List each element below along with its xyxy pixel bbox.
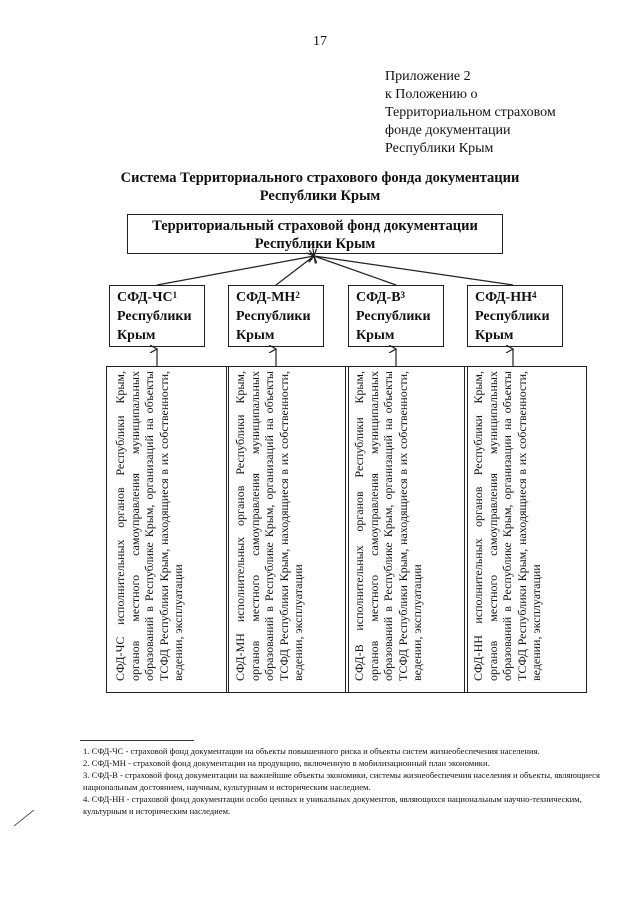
appendix-line: к Положению о xyxy=(385,87,478,102)
title-line-2: Республики Крым xyxy=(259,188,381,204)
sfd-nn-box xyxy=(467,285,563,347)
main-box-line-1: Территориальный страховой фонд документации xyxy=(152,218,478,234)
sfd-v-box xyxy=(348,285,444,347)
appendix-line: Территориальном страховом xyxy=(385,105,556,120)
description-text: СФД-ЧС исполнительных органов Республики Крым, органов местного самоуправления муниципальных образований в Республике Крым, организаций на объекты ТСФД Республики Крым, находящиеся в их собственности, ведении, эксплуатации xyxy=(113,371,185,681)
sfd-region: Крым xyxy=(356,328,395,343)
arrow-to-main-3 xyxy=(314,256,396,285)
description-box-v xyxy=(345,366,468,693)
appendix-line: фонде документации xyxy=(385,123,511,138)
sfd-region: Крым xyxy=(475,328,514,343)
appendix-line: Приложение 2 xyxy=(385,69,471,84)
arrow-to-main-1 xyxy=(157,256,314,285)
sfd-abbr: СФД-НН xyxy=(475,290,532,305)
main-box-line-2: Республики Крым xyxy=(254,236,376,252)
description-text: СФД-НН исполнительных органов Республики Крым, органов местного самоуправления муниципальных образований в Республике Крым, организации на объекты ТСФД Республики Крым, находящиеся в их собственности, ведении, эксплуатации xyxy=(471,371,543,681)
sfd-region: Республики xyxy=(475,309,550,324)
arrow-to-main-4 xyxy=(314,256,513,285)
footnote-marker: 4 xyxy=(531,290,537,300)
title-line-1: Система Территориального страхового фонда документации xyxy=(120,170,520,186)
sfd-region: Крым xyxy=(236,328,275,343)
sfd-chs-box xyxy=(109,285,205,347)
sfd-region: Крым xyxy=(117,328,156,343)
footnote-marker: 1 xyxy=(172,290,178,300)
description-text: СФД-МН исполнительных органов Республики Крым, органов местного самоуправления муниципальных образований в Республике Крым, организаций на объекты ТСФД Республики Крым, находящиеся в их собственности, ведении, эксплуатации xyxy=(233,371,305,681)
footnote-1: 1. СФД-ЧС - страховой фонд документации на объекты повышенного риска и объекты систем жизнеобеспечения населения. xyxy=(83,746,540,756)
description-text: СФД-В исполнительных органов Республики Крым, органов местного самоуправления муниципальных образований в Республике Крым, организаций на объекты ТСФД Республики Крым, находящиеся в их собственности, ведении, эксплуатации xyxy=(352,371,424,681)
description-box-mn xyxy=(226,366,349,693)
footnotes xyxy=(83,745,603,817)
footnote-2: 2. СФД-МН - страховой фонд документации на продукцию, включенную в мобилизационный план экономики. xyxy=(83,758,490,768)
pen-stroke xyxy=(14,810,34,826)
sfd-abbr: СФД-МН xyxy=(236,290,296,305)
sfd-region: Республики xyxy=(356,309,431,324)
sfd-region: Республики xyxy=(117,309,192,324)
sfd-abbr: СФД-В xyxy=(356,290,401,305)
appendix-line: Республики Крым xyxy=(385,141,494,156)
description-box-chs xyxy=(106,366,229,693)
sfd-mn-box xyxy=(228,285,324,347)
page-number: 17 xyxy=(313,34,327,49)
sfd-abbr: СФД-ЧС xyxy=(117,290,173,305)
footnote-marker: 2 xyxy=(295,290,300,300)
arrow-to-main-2 xyxy=(276,256,314,285)
sfd-region: Республики xyxy=(236,309,311,324)
description-box-nn xyxy=(464,366,587,693)
footnote-4: 4. СФД-НН - страховой фонд документации особо ценных и уникальных документов, являющихся национальным научно-техническим, культурным и историческим наследием. xyxy=(83,794,582,816)
footnote-separator xyxy=(80,740,194,741)
footnote-marker: 3 xyxy=(400,290,406,300)
footnote-3: 3. СФД-В - страховой фонд документации на важнейшие объекты экономики, системы жизнеобеспечения населения и объекты, являющиеся национальным достоянием, научным, культурным и историческим наследием. xyxy=(83,770,600,792)
